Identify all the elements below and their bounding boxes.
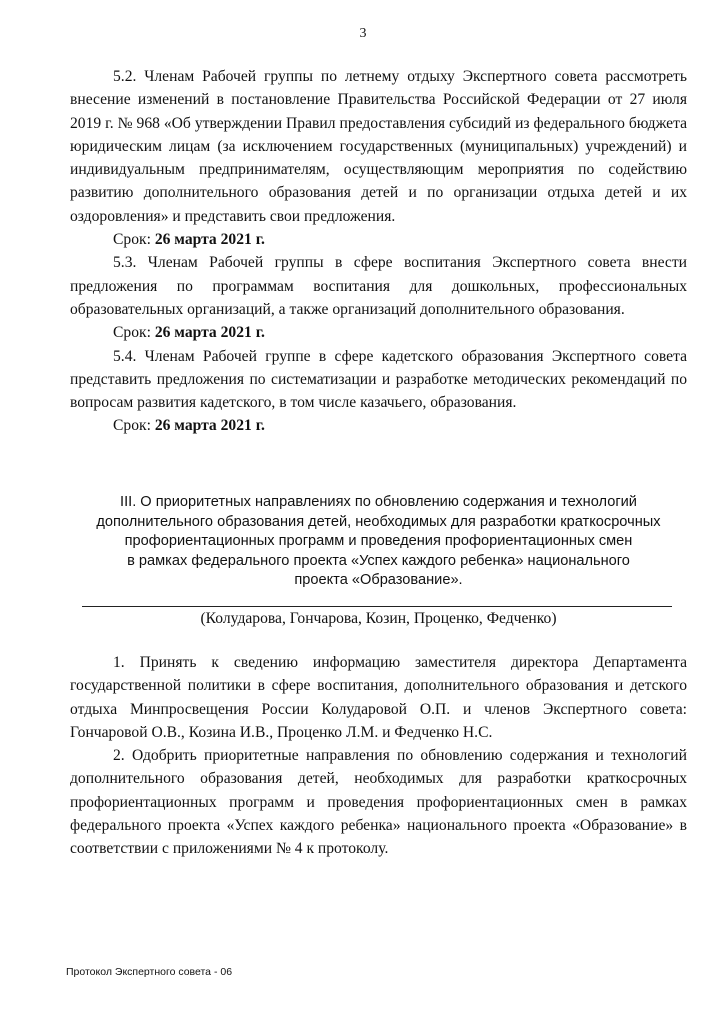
deadline-label: Срок:	[113, 231, 151, 249]
decisions-block	[70, 651, 687, 861]
section-heading-line: профориентационных программ и проведения профориентационных смен	[124, 533, 633, 550]
item-5-3: 5.3. Членам Рабочей группы в сфере воспитания Экспертного совета внести предложения по программам воспитания для дошкольных, профессиональных образовательных организаций, а также организаций дополнительного образования.	[70, 254, 687, 318]
section-heading-line: в рамках федерального проекта «Успех каждого ребенка» национального	[127, 552, 630, 569]
decision-1: 1. Принять к сведению информацию заместителя директора Департамента государственной политики в сфере воспитания, дополнительного образования и детского отдыха Минпросвещения России Колударовой О.П. и членов Экспертного совета: Гончаровой О.В., Козина И.В., Проценко Л.М. и Федченко Н.С.	[70, 654, 687, 741]
items-block	[70, 65, 687, 438]
section-heading-line: проекта «Образование».	[294, 572, 463, 589]
footer: Протокол Экспертного совета - 06	[66, 966, 233, 978]
section-heading	[70, 493, 687, 591]
deadline-date: 26 марта 2021 г.	[154, 417, 265, 435]
deadline-date: 26 марта 2021 г.	[154, 231, 265, 249]
speakers: (Колударова, Гончарова, Козин, Проценко, Федченко)	[200, 610, 557, 627]
deadline-label: Срок:	[113, 417, 151, 435]
deadline-date: 26 марта 2021 г.	[154, 324, 265, 342]
section-heading-line: дополнительного образования детей, необходимых для разработки краткосрочных	[96, 513, 661, 530]
deadline-5-2	[70, 228, 687, 251]
deadline-label: Срок:	[113, 324, 151, 342]
decision-2: 2. Одобрить приоритетные направления по обновлению содержания и технологий дополнительного образования детей, необходимых для разработки краткосрочных профориентационных программ и проведения профориентационных смен в рамках федерального проекта «Успех каждого ребенка» национального проекта «Образование» в соответствии с приложениями № 4 к протоколу.	[70, 747, 687, 858]
section-heading-line: III. О приоритетных направлениях по обновлению содержания и технологий	[120, 494, 637, 510]
item-5-2: 5.2. Членам Рабочей группы по летнему отдыху Экспертного совета рассмотреть внесение изменений в постановление Правительства Российской Федерации от 27 июля 2019 г. № 968 «Об утверждении Правил предоставления субсидий из федерального бюджета юридическим лицам (за исключением государственных (муниципальных) учреждений) и индивидуальным предпринимателям, осуществляющим мероприятия по содействию развитию дополнительного образования детей и по организации отдыха детей и их оздоровления» и представить свои предложения.	[70, 68, 687, 225]
deadline-5-4	[70, 414, 687, 437]
item-5-4: 5.4. Членам Рабочей группе в сфере кадетского образования Экспертного совета представить предложения по систематизации и разработке методических рекомендаций по вопросам развития кадетского, в том числе казачьего, образования.	[70, 347, 687, 412]
page-number: 3	[359, 26, 367, 41]
deadline-5-3	[70, 321, 687, 344]
